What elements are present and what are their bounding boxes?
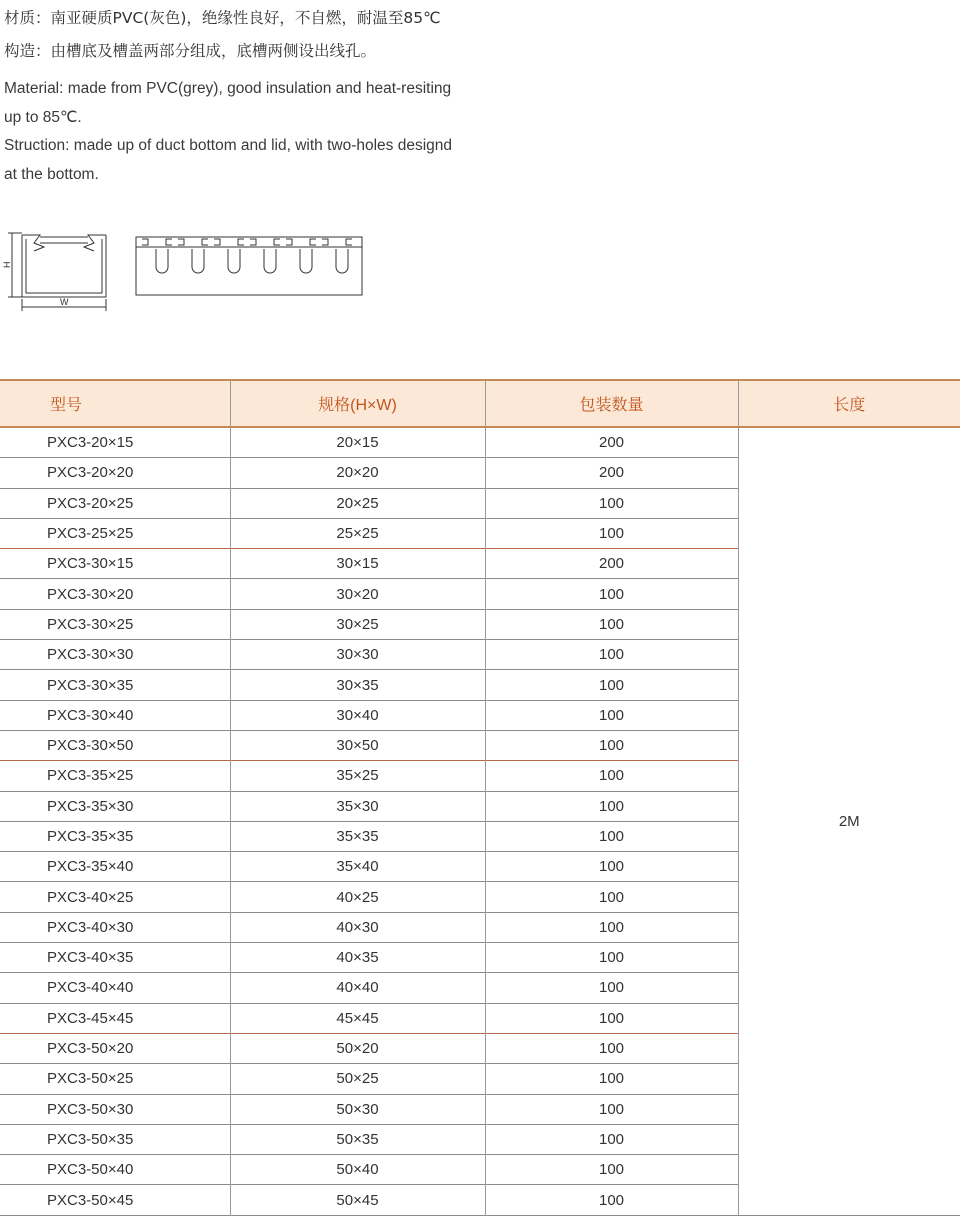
quantity-cell: 100 xyxy=(485,1064,738,1094)
spec-cell: 30×25 xyxy=(230,609,485,639)
model-cell: PXC3-30×35 xyxy=(0,670,230,700)
quantity-cell: 100 xyxy=(485,1003,738,1033)
model-cell: PXC3-30×50 xyxy=(0,730,230,760)
model-cell: PXC3-20×25 xyxy=(0,488,230,518)
table-body xyxy=(0,427,960,1215)
header-spec: 规格(H×W) xyxy=(230,380,485,427)
model-cell: PXC3-40×35 xyxy=(0,943,230,973)
spec-cell: 30×50 xyxy=(230,730,485,760)
model-cell: PXC3-40×25 xyxy=(0,882,230,912)
quantity-cell: 100 xyxy=(485,882,738,912)
spec-cell: 40×35 xyxy=(230,943,485,973)
spec-cell: 50×20 xyxy=(230,1033,485,1063)
model-cell: PXC3-35×30 xyxy=(0,791,230,821)
quantity-cell: 100 xyxy=(485,579,738,609)
spec-cell: 20×15 xyxy=(230,427,485,458)
spec-cell: 30×30 xyxy=(230,640,485,670)
model-cell: PXC3-40×40 xyxy=(0,973,230,1003)
model-cell: PXC3-40×30 xyxy=(0,912,230,942)
spec-cell: 50×25 xyxy=(230,1064,485,1094)
spec-cell: 50×45 xyxy=(230,1185,485,1215)
structure-en xyxy=(4,132,524,189)
spec-table xyxy=(0,379,960,1216)
quantity-cell: 100 xyxy=(485,761,738,791)
header-length: 长度 xyxy=(833,397,866,414)
spec-cell: 35×30 xyxy=(230,791,485,821)
model-cell: PXC3-50×30 xyxy=(0,1094,230,1124)
material-en xyxy=(4,75,524,132)
quantity-cell: 100 xyxy=(485,852,738,882)
spec-cell: 20×20 xyxy=(230,458,485,488)
model-cell: PXC3-30×15 xyxy=(0,549,230,579)
spec-cell: 40×30 xyxy=(230,912,485,942)
spec-cell: 40×40 xyxy=(230,973,485,1003)
quantity-cell: 100 xyxy=(485,943,738,973)
model-cell: PXC3-50×35 xyxy=(0,1124,230,1154)
material-en-line-1: Material: made from PVC(grey), good insulation and heat-resiting xyxy=(4,80,452,97)
quantity-cell: 100 xyxy=(485,518,738,548)
structure-en-line-2: at the bottom. xyxy=(4,165,99,183)
model-cell: PXC3-50×45 xyxy=(0,1185,230,1215)
spec-cell: 40×25 xyxy=(230,882,485,912)
model-cell: PXC3-30×25 xyxy=(0,609,230,639)
model-cell: PXC3-20×15 xyxy=(0,427,230,458)
spec-cell: 30×40 xyxy=(230,700,485,730)
quantity-cell: 100 xyxy=(485,821,738,851)
spec-cell: 50×35 xyxy=(230,1124,485,1154)
quantity-cell: 100 xyxy=(485,730,738,760)
spec-cell: 30×15 xyxy=(230,549,485,579)
spec-cell: 35×25 xyxy=(230,761,485,791)
model-cell: PXC3-45×45 xyxy=(0,1003,230,1033)
quantity-cell: 100 xyxy=(485,912,738,942)
model-cell: PXC3-30×40 xyxy=(0,700,230,730)
table-header-row xyxy=(0,380,960,427)
duct-diagram xyxy=(0,225,370,315)
spec-cell: 35×35 xyxy=(230,821,485,851)
model-cell: PXC3-35×40 xyxy=(0,852,230,882)
quantity-cell: 100 xyxy=(485,700,738,730)
model-cell: PXC3-35×35 xyxy=(0,821,230,851)
height-label: H xyxy=(2,261,12,268)
material-en-line-2: up to 85℃. xyxy=(4,108,82,126)
table-row xyxy=(0,427,960,458)
quantity-cell: 100 xyxy=(485,1033,738,1063)
spec-cell: 20×25 xyxy=(230,488,485,518)
material-zh: 材质：南亚硬质PVC(灰色)，绝缘性良好，不自燃，耐温至85℃ xyxy=(4,9,441,27)
model-cell: PXC3-30×20 xyxy=(0,579,230,609)
spec-cell: 45×45 xyxy=(230,1003,485,1033)
quantity-cell: 100 xyxy=(485,640,738,670)
model-cell: PXC3-25×25 xyxy=(0,518,230,548)
length-cell: 2M xyxy=(738,427,960,1215)
quantity-cell: 100 xyxy=(485,1094,738,1124)
quantity-cell: 100 xyxy=(485,973,738,1003)
quantity-cell: 100 xyxy=(485,791,738,821)
duct-cross-section xyxy=(8,233,106,311)
quantity-cell: 100 xyxy=(485,1124,738,1154)
quantity-cell: 100 xyxy=(485,1185,738,1215)
width-label: W xyxy=(60,297,69,307)
spec-cell: 35×40 xyxy=(230,852,485,882)
duct-side-view xyxy=(136,237,362,295)
model-cell: PXC3-20×20 xyxy=(0,458,230,488)
quantity-cell: 100 xyxy=(485,609,738,639)
model-cell: PXC3-50×40 xyxy=(0,1155,230,1185)
model-cell: PXC3-35×25 xyxy=(0,761,230,791)
spec-cell: 30×20 xyxy=(230,579,485,609)
quantity-cell: 100 xyxy=(485,488,738,518)
spec-cell: 30×35 xyxy=(230,670,485,700)
spec-cell: 50×40 xyxy=(230,1155,485,1185)
structure-en-line-1: Struction: made up of duct bottom and lid, with two-holes designd xyxy=(4,137,453,154)
header-model: 型号 xyxy=(0,380,230,427)
quantity-cell: 200 xyxy=(485,427,738,458)
model-cell: PXC3-50×25 xyxy=(0,1064,230,1094)
spec-cell: 50×30 xyxy=(230,1094,485,1124)
model-cell: PXC3-30×30 xyxy=(0,640,230,670)
quantity-cell: 200 xyxy=(485,458,738,488)
model-cell: PXC3-50×20 xyxy=(0,1033,230,1063)
quantity-cell: 200 xyxy=(485,549,738,579)
spec-cell: 25×25 xyxy=(230,518,485,548)
quantity-cell: 100 xyxy=(485,1155,738,1185)
header-quantity: 包装数量 xyxy=(485,380,738,427)
quantity-cell: 100 xyxy=(485,670,738,700)
structure-zh: 构造：由槽底及槽盖两部分组成，底槽两侧设出线孔。 xyxy=(4,42,377,60)
